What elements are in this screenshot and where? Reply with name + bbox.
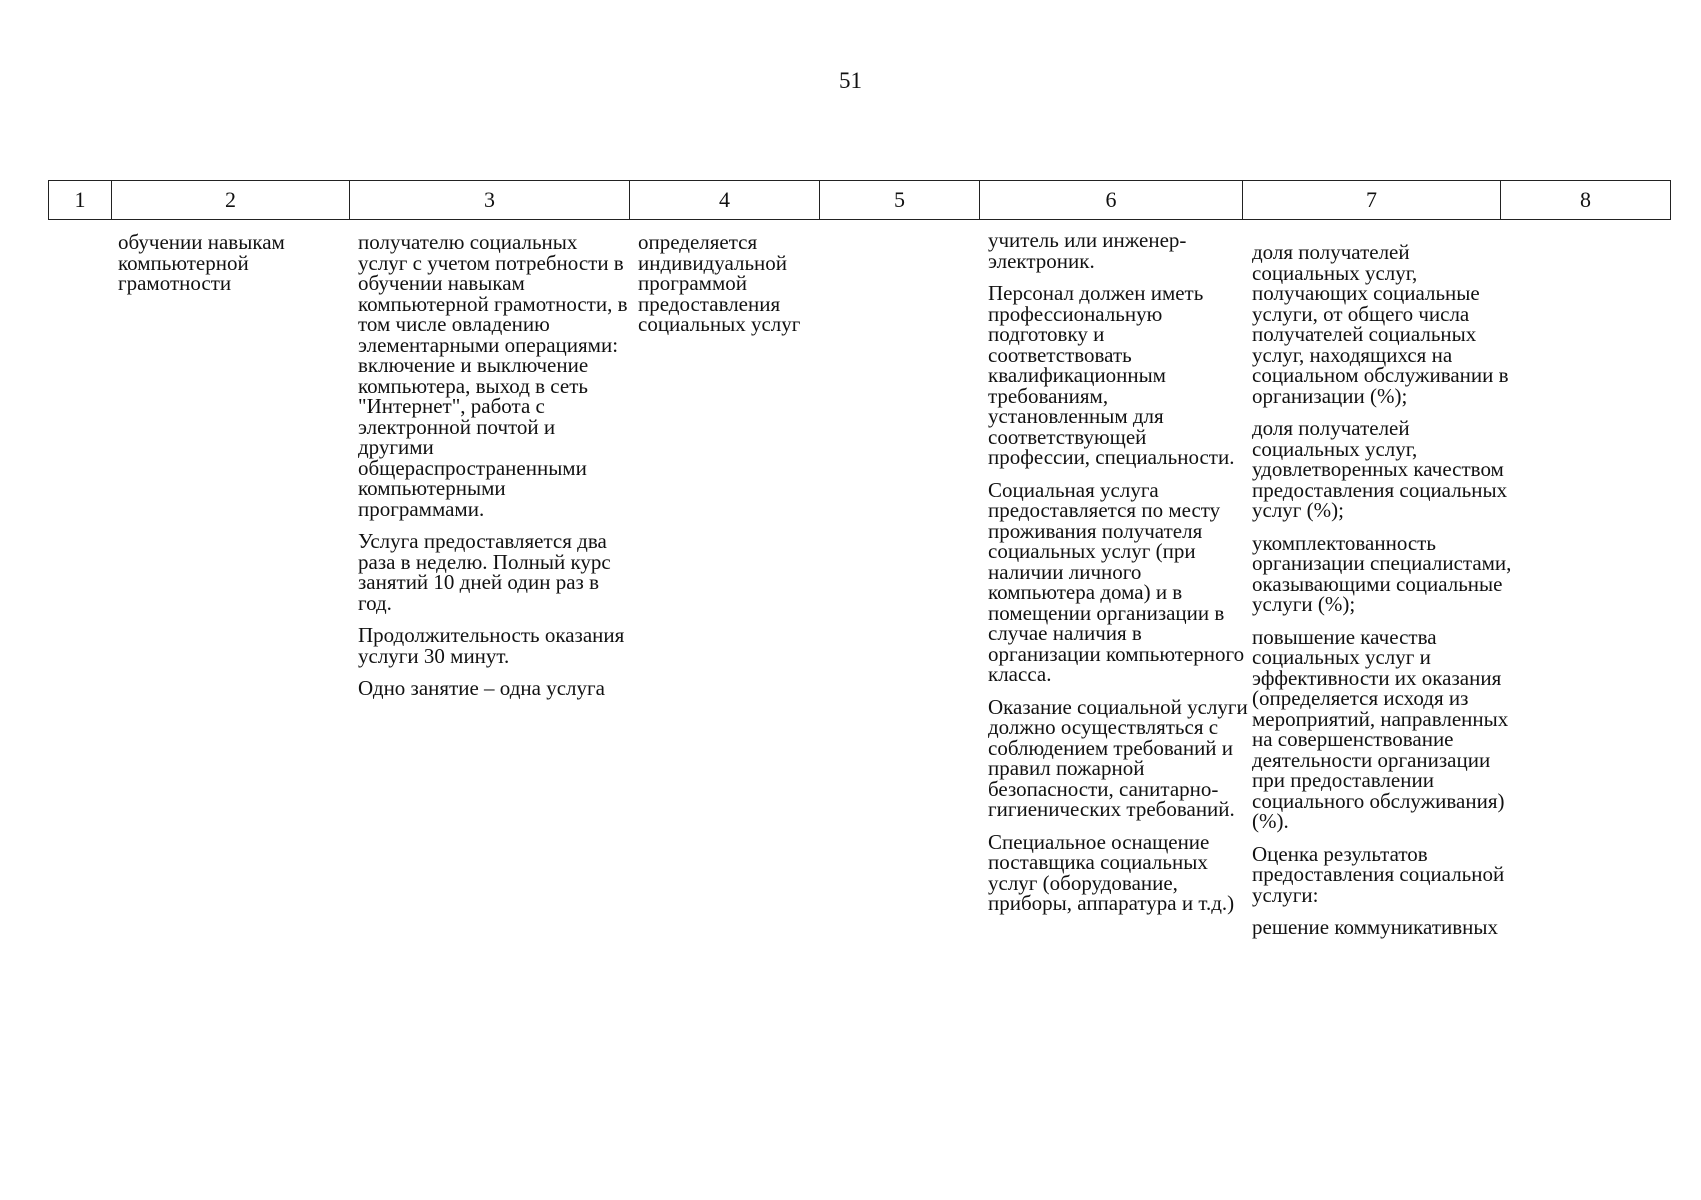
header-cell-7: 7 (1243, 181, 1501, 220)
indicator-paragraph: доля получателей социальных услуг, удовлетворенных качеством предоставления социальных услуг (%); (1252, 416, 1508, 522)
header-cell-8: 8 (1501, 181, 1671, 220)
column-2-service-name (118, 232, 344, 306)
description-paragraph: Услуга предоставляется два раза в неделю. Полный курс занятий 10 дней один раз в год. (358, 529, 611, 615)
header-cell-4: 4 (630, 181, 820, 220)
column-number-header (48, 180, 1671, 220)
indicator-paragraph: решение коммуникативных (1252, 915, 1498, 939)
header-cell-6: 6 (980, 181, 1243, 220)
description-paragraph: Одно занятие – одна услуга (358, 676, 605, 700)
header-row (49, 181, 1671, 220)
timing-text: определяется индивидуальной программой предоставления социальных услуг (638, 230, 801, 336)
header-cell-2: 2 (112, 181, 350, 220)
conditions-paragraph: Персонал должен иметь профессиональную подготовку и соответствовать квалификационным требованиям, установленным для соответствующей профессии, специальности. (988, 281, 1235, 469)
column-7-quality-indicators (1252, 242, 1512, 950)
indicator-paragraph: повышение качества социальных услуг и эффективности их оказания (определяется исходя из мероприятий, направленных на совершенствование деятельности организации при предоставлении социального обслуживания) (%). (1252, 624, 1509, 833)
column-3-service-description (358, 232, 630, 711)
column-6-service-conditions (988, 230, 1250, 926)
conditions-paragraph: Оказание социальной услуги должно осуществляться с соблюдением требований и правил пожарной безопасности, санитарно-гигиенических требований. (988, 694, 1248, 821)
indicator-paragraph: доля получателей социальных услуг, получающих социальные услуги, от общего числа получателей социальных услуг, находящихся на социальном обслуживании в организации (%); (1252, 240, 1509, 408)
indicator-paragraph: укомплектованность организации специалистами, оказывающими социальные услуги (%); (1252, 530, 1512, 616)
service-name-text: обучении навыкам компьютерной грамотности (118, 230, 285, 295)
conditions-paragraph: учитель или инженер-электроник. (988, 228, 1187, 273)
indicator-paragraph: Оценка результатов предоставления социальной услуги: (1252, 841, 1505, 907)
header-cell-1: 1 (49, 181, 112, 220)
header-cell-3: 3 (350, 181, 630, 220)
conditions-paragraph: Специальное оснащение поставщика социальных услуг (оборудование, приборы, аппаратура и т.д.) (988, 829, 1235, 915)
conditions-paragraph: Социальная услуга предоставляется по месту проживания получателя социальных услуг (при наличии личного компьютера дома) и в помещении организации в случае наличия в организации компьютерного класса. (988, 477, 1245, 686)
description-paragraph: Продолжительность оказания услуги 30 минут. (358, 623, 625, 668)
header-cell-5: 5 (820, 181, 980, 220)
page-number: 51 (839, 68, 862, 93)
column-4-service-timing (638, 232, 830, 347)
description-paragraph: получателю социальных услуг с учетом потребности в обучении навыкам компьютерной грамотности, в том числе овладению элементарными операциями: включение и выключение компьютера, выход в сеть "Интернет", работа с электронной почтой и другими общераспространенными компьютерными программами. (358, 230, 628, 521)
